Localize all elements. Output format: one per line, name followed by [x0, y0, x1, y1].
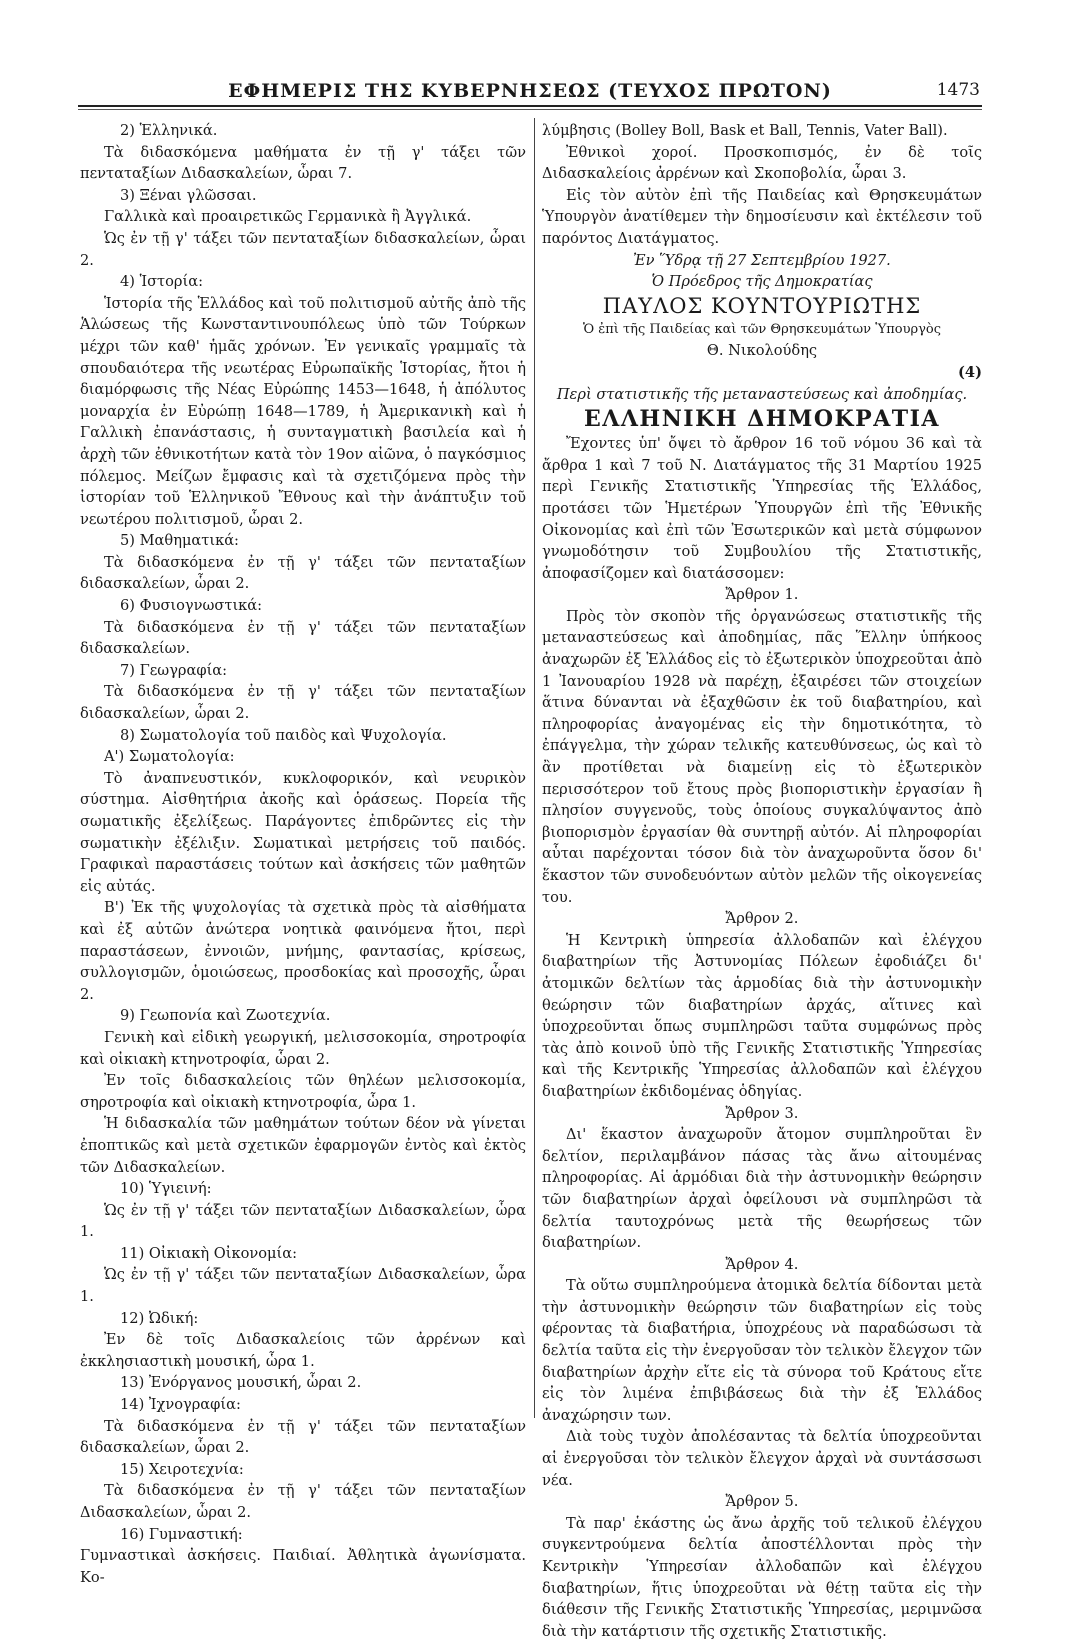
paragraph: Ὡς ἐν τῇ γ' τάξει τῶν πενταταξίων Διδασκαλείων, ὧρα 1.	[80, 1266, 526, 1306]
paragraph: Γαλλικὰ καὶ προαιρετικῶς Γερμανικὰ ἢ Ἀγγλικά.	[104, 208, 472, 226]
article-text: Τὰ παρ' ἑκάστης ὡς ἄνω ἀρχῆς τοῦ τελικοῦ ἐλέγχου συγκεντρούμενα δελτία ἀποστέλλονται πρὸς τὴν Κεντρικὴν Ὑπηρεσίαν ἀλλοδαπῶν καὶ ἐλέγχου διαβατηρίων, ἥτις ὑποχρεοῦται νὰ θέτῃ ταῦτα εἰς τὴν διάθεσιν τῆς Γενικῆς Στατιστικῆς Ὑπηρεσίας, μεριμνῶσα διὰ τὴν κατάρτισιν τῆς σχετικῆς Στατιστικῆς.	[542, 1514, 982, 1640]
article-text: Τὰ οὕτω συμπληρούμενα ἀτομικὰ δελτία δίδονται μετὰ τὴν ἀστυνομικὴν θεώρησιν τῶν διαβατηρίων εἰς τοὺς φέροντας τὰ διαβατήρια, ὑποχρέους νὰ παραδώσωσι τὰ δελτία ταῦτα εἰς τὴν ἐνεργοῦσαν τὸν τελικὸν ἔλεγχον τῶν διαβατηρίων ἀρχὴν εἴτε εἰς τὰ σύνορα τοῦ Κράτους εἴτε εἰς τὸν λιμένα ἐπιβιβάσεως διὰ τὴν ἐξ Ἑλλάδος ἀναχώρησιν των.	[542, 1277, 982, 1424]
paragraph: Ὡς ἐν τῇ γ' τάξει τῶν πενταταξίων διδασκαλείων, ὧραι 2.	[80, 229, 526, 269]
paragraph: Τὰ διδασκόμενα ἐν τῇ γ' τάξει τῶν πενταταξίων Διδασκαλείων, ὧραι 2.	[80, 1482, 526, 1521]
signature-role: Ὁ Πρόεδρος τῆς Δημοκρατίας	[651, 273, 873, 291]
paragraph: Τὰ διδασκόμενα ἐν τῇ γ' τάξει τῶν πενταταξίων διδασκαλείων.	[80, 618, 526, 658]
paragraph: Ἱστορία τῆς Ἑλλάδος καὶ τοῦ πολιτισμοῦ αὐτῆς ἀπὸ τῆς Ἁλώσεως τῆς Κωνσταντινουπόλεως ὑπὸ τῶν Τούρκων μέχρι τῶν καθ' ἡμᾶς χρόνων. Ἐν γενικαῖς γραμμαῖς τὰ σπουδαιότερα τῆς νεωτέρας Εὐρωπαϊκῆς Ἱστορίας, ἤτοι ἡ διαμόρφωσις τῆς Νέας Εὐρώπης 1453—1648, ἡ ἀπόλυτος μοναρχία ἐν Εὐρώπῃ 1648—1789, ἡ Ἀμερικανικὴ καὶ ἡ Γαλλικὴ ἐπανάστασις, ἡ συνταγματικὴ βασιλεία καὶ ἡ ἀρχὴ τῶν ἐθνικοτήτων κατὰ τὸν 19ον αἰῶνα, ὁ παγκόσμιος πόλεμος. Μείζων ἔμφασις καὶ τὰ σχετιζόμενα πρὸς τὴν ἱστορίαν τοῦ Ἑλληνικοῦ Ἔθνους καὶ τὴν ἀνάπτυξιν τοῦ νεωτέρου πολιτισμοῦ, ὧραι 2.	[80, 294, 526, 528]
paragraph: Ἐθνικοὶ χοροί. Προσκοπισμός, ἐν δὲ τοῖς Διδασκαλείοις ἀρρένων καὶ Σκοποβολία, ὧραι 3.	[542, 143, 982, 183]
article-title: Ἄρθρον 2.	[725, 910, 799, 928]
paragraph: λύμβησις (Bolley Boll, Bask et Ball, Tennis, Vater Ball).	[542, 122, 948, 139]
paragraph: Τὰ διδασκόμενα ἐν τῇ γ' τάξει τῶν πενταταξίων διδασκαλείων, ὧραι 2.	[80, 1417, 526, 1457]
decree-number: (4)	[958, 363, 982, 381]
page-number: 1473	[936, 80, 980, 100]
header-rule-thin	[78, 109, 982, 110]
article-text: Διὰ τοὺς τυχὸν ἀπολέσαντας τὰ δελτία ὑποχρεοῦνται αἱ ἐνεργοῦσαι τὸν τελικὸν ἔλεγχον ἀρχαὶ νὰ συντάσσωσι νέα.	[542, 1428, 982, 1489]
paragraph: Ἐν τοῖς διδασκαλείοις τῶν θηλέων μελισσοκομία, σηροτροφία καὶ οἰκιακὴ κτηνοτροφία, ὧρα 1.	[80, 1072, 526, 1111]
decree-heading: ΕΛΛΗΝΙΚΗ ΔΗΜΟΚΡΑΤΙΑ	[584, 406, 940, 433]
paragraph: Γυμναστικαὶ ἀσκήσεις. Παιδιαί. Ἀθλητικὰ ἀγωνίσματα. Κο-	[80, 1547, 526, 1586]
paragraph: Β') Ἐκ τῆς ψυχολογίας τὰ σχετικὰ πρὸς τὰ αἰσθήματα καὶ ἐξ αὐτῶν ἀνώτερα νοητικὰ φαινόμενα ἤτοι, περὶ παραστάσεων, ἐννοιῶν, μνήμης, φαντασίας, κρίσεως, συλλογισμῶν, ὁμοιώσεως, προσδοκίας καὶ προσοχῆς, ὧραι 2.	[80, 899, 526, 1003]
paragraph: Γενικὴ καὶ εἰδικὴ γεωργική, μελισσοκομία, σηροτροφία καὶ οἰκιακὴ κτηνοτροφία, ὧραι 2.	[80, 1028, 526, 1068]
article-text: Ἡ Κεντρικὴ ὑπηρεσία ἀλλοδαπῶν καὶ ἐλέγχου διαβατηρίων τῆς Ἀστυνομίας Πόλεων ἐφοδιάζει δι' ἀτομικῶν δελτίων τὰς ἁρμοδίας διὰ τὴν ἀστυνομικὴν θεώρησιν τῶν διαβατηρίων ἀρχάς, αἵτινες καὶ ὑποχρεοῦνται ὅπως συμπληρῶσι ταῦτα συμφώνως πρὸς τὰς ἀπὸ κοινοῦ ὑπὸ τῆς Γενικῆς Στατιστικῆς Ὑπηρεσίας καὶ τῆς Κεντρικῆς Ὑπηρεσίας ἀλλοδαπῶν καὶ ἐλέγχου διαβατηρίων ἐκδιδομένας ὁδηγίας.	[542, 931, 982, 1100]
signature-minister-role: Ὁ ἐπὶ τῆς Παιδείας καὶ τῶν Θρησκευμάτων Ὑπουργὸς	[582, 321, 942, 337]
section-heading: 9) Γεωπονία καὶ Ζωοτεχνία.	[120, 1007, 331, 1025]
decree-subject: Περὶ στατιστικῆς τῆς μεταναστεύσεως καὶ ἀποδημίας.	[556, 385, 968, 403]
paragraph: Εἰς τὸν αὐτὸν ἐπὶ τῆς Παιδείας καὶ Θρησκευμάτων Ὑπουργὸν ἀνατίθεμεν τὴν δημοσίευσιν καὶ ἐκτέλεσιν τοῦ παρόντος Διατάγματος.	[542, 186, 982, 247]
paragraph: Τὰ διδασκόμενα ἐν τῇ γ' τάξει τῶν πενταταξίων διδασκαλείων, ὧραι 2.	[80, 553, 526, 593]
section-heading: 7) Γεωγραφία:	[120, 661, 228, 679]
right-column	[542, 120, 982, 1640]
section-heading: 13) Ἐνόργανος μουσική, ὧραι 2.	[120, 1374, 362, 1392]
header-rule	[78, 105, 982, 107]
paragraph: Τὰ διδασκόμενα μαθήματα ἐν τῇ γ' τάξει τῶν πενταταξίων Διδασκαλείων, ὧραι 7.	[80, 143, 526, 183]
section-heading: 5) Μαθηματικά:	[120, 532, 239, 550]
page-header	[80, 76, 980, 106]
gazette-title: ΕΦΗΜΕΡΙΣ ΤΗΣ ΚΥΒΕΡΝΗΣΕΩΣ (ΤΕΥΧΟΣ ΠΡΩΤΟΝ)	[228, 80, 832, 102]
section-heading: 15) Χειροτεχνία:	[120, 1460, 244, 1478]
paragraph: Ἡ διδασκαλία τῶν μαθημάτων τούτων δέον νὰ γίνεται ἐποπτικῶς καὶ μετὰ σχετικῶν ἐφαρμογῶν ἐντὸς καὶ ἐκτὸς τῶν Διδασκαλείων.	[80, 1115, 526, 1176]
section-heading: 6) Φυσιογνωστικά:	[120, 597, 263, 615]
section-heading: 3) Ξέναι γλῶσσαι.	[120, 186, 257, 204]
section-heading: 11) Οἰκιακὴ Οἰκονομία:	[120, 1244, 298, 1262]
section-heading: 8) Σωματολογία τοῦ παιδὸς καὶ Ψυχολογία.	[120, 726, 447, 744]
article-title: Ἄρθρον 1.	[725, 586, 799, 604]
article-text: Δι' ἕκαστον ἀναχωροῦν ἄτομον συμπληροῦται ἓν δελτίον, περιλαμβάνον πάσας τὰς ἄνω αἰτουμένας πληροφορίας. Αἱ ἁρμόδιαι διὰ τὴν ἀστυνομικὴν θεώρησιν τῶν διαβατηρίων ἀρχαὶ ὀφείλουσι νὰ συμπληρῶσι τὰ δελτία ταυτοχρόνως μετὰ τῆς θεωρήσεως τῶν διαβατηρίων.	[542, 1126, 982, 1252]
left-column	[80, 120, 526, 1586]
section-heading: 2) Ἑλληνικά.	[120, 122, 218, 139]
subsection-heading: Α') Σωματολογία:	[104, 748, 235, 766]
paragraph: Ἐν δὲ τοῖς Διδασκαλείοις τῶν ἀρρένων καὶ ἐκκλησιαστικὴ μουσική, ὧρα 1.	[80, 1331, 526, 1370]
signature-minister: Θ. Νικολούδης	[706, 342, 818, 360]
article-title: Ἄρθρον 4.	[725, 1255, 799, 1273]
decree-preamble: Ἔχοντες ὑπ' ὄψει τὸ ἄρθρον 16 τοῦ νόμου 36 καὶ τὰ ἄρθρα 1 καὶ 7 τοῦ Ν. Διατάγματος τῆς 31 Μαρτίου 1925 περὶ Γενικῆς Στατιστικῆς Ὑπηρεσίας τῆς Ἑλλάδος, προτάσει τῶν Ἡμετέρων Ὑπουργῶν ἐπὶ τῆς Ἐθνικῆς Οἰκονομίας καὶ ἐπὶ τῶν Ἐσωτερικῶν καὶ μετὰ σύμφωνον γνωμοδότησιν τοῦ Συμβουλίου τῆς Στατιστικῆς, ἀποφασίζομεν καὶ διατάσσομεν:	[542, 435, 982, 582]
article-title: Ἄρθρον 5.	[725, 1493, 799, 1511]
section-heading: 4) Ἱστορία:	[120, 273, 203, 291]
paragraph: Τὰ διδασκόμενα ἐν τῇ γ' τάξει τῶν πενταταξίων διδασκαλείων, ὧραι 2.	[80, 683, 526, 723]
article-text: Πρὸς τὸν σκοπὸν τῆς ὀργανώσεως στατιστικῆς τῆς μεταναστεύσεως καὶ ἀποδημίας, πᾶς Ἕλλην ὑπήκοος ἀναχωρῶν ἐξ Ἑλλάδος εἰς τὸ ἐξωτερικὸν ὑποχρεοῦται ἀπὸ 1 Ἰανουαρίου 1928 νὰ παρέχῃ, ἐξαιρέσει τῶν στοιχείων ἅτινα δύνανται νὰ ἐξαχθῶσιν ἐκ τοῦ διαβατηρίου, καὶ πληροφορίας ἀναγομένας εἰς τὴν δημοτικότητα, τὸ ἐπάγγελμα, τὴν χώραν τελικῆς κατευθύνσεως, ὡς καὶ τὸ ἂν προτίθεται νὰ διαμείνῃ εἰς τὸ ἐξωτερικὸν περισσότερον τοῦ ἔτους πρὸς βιοποριστικὴν ἐργασίαν ἢ πλησίον συγγενοῦς, τοὺς ὁποίους συγκαλύψαντος ἀπὸ βιοπορισμὸν ἐργασίαν θὰ συντηρῇ αὐτόν. Αἱ πληροφορίαι αὗται παρέχονται τόσον διὰ τὸν ἀναχωροῦντα ὅσον δι' ἕκαστον τῶν συνοδευόντων αὐτὸν μελῶν τῆς οἰκογενείας του.	[542, 607, 982, 906]
section-heading: 16) Γυμναστική:	[120, 1525, 243, 1543]
signature-place-date: Ἐν Ὕδρᾳ τῇ 27 Σεπτεμβρίου 1927.	[633, 251, 891, 269]
paragraph: Τὸ ἀναπνευστικόν, κυκλοφορικόν, καὶ νευρικὸν σύστημα. Αἰσθητήρια ἀκοῆς καὶ ὁράσεως. Πορεία τῆς σωματικῆς ἐξελίξεως. Παράγοντες ἐπιδρῶντες εἰς τὴν σωματικὴν ἐξέλιξιν. Σωματικαὶ μετρήσεις τοῦ παιδός. Γραφικαὶ παραστάσεις τούτων καὶ ἀσκήσεις τῶν μαθητῶν εἰς αὐτάς.	[80, 769, 526, 895]
paragraph: Ὡς ἐν τῇ γ' τάξει τῶν πενταταξίων Διδασκαλείων, ὧρα 1.	[80, 1201, 526, 1241]
section-heading: 14) Ἰχνογραφία:	[120, 1396, 241, 1414]
signature-president: ΠΑΥΛΟΣ ΚΟΥΝΤΟΥΡΙΩΤΗΣ	[602, 293, 922, 318]
section-heading: 12) Ὠδική:	[120, 1309, 199, 1327]
article-title: Ἄρθρον 3.	[725, 1104, 799, 1122]
section-heading: 10) Ὑγιεινή:	[120, 1180, 212, 1198]
column-divider	[534, 118, 535, 1418]
